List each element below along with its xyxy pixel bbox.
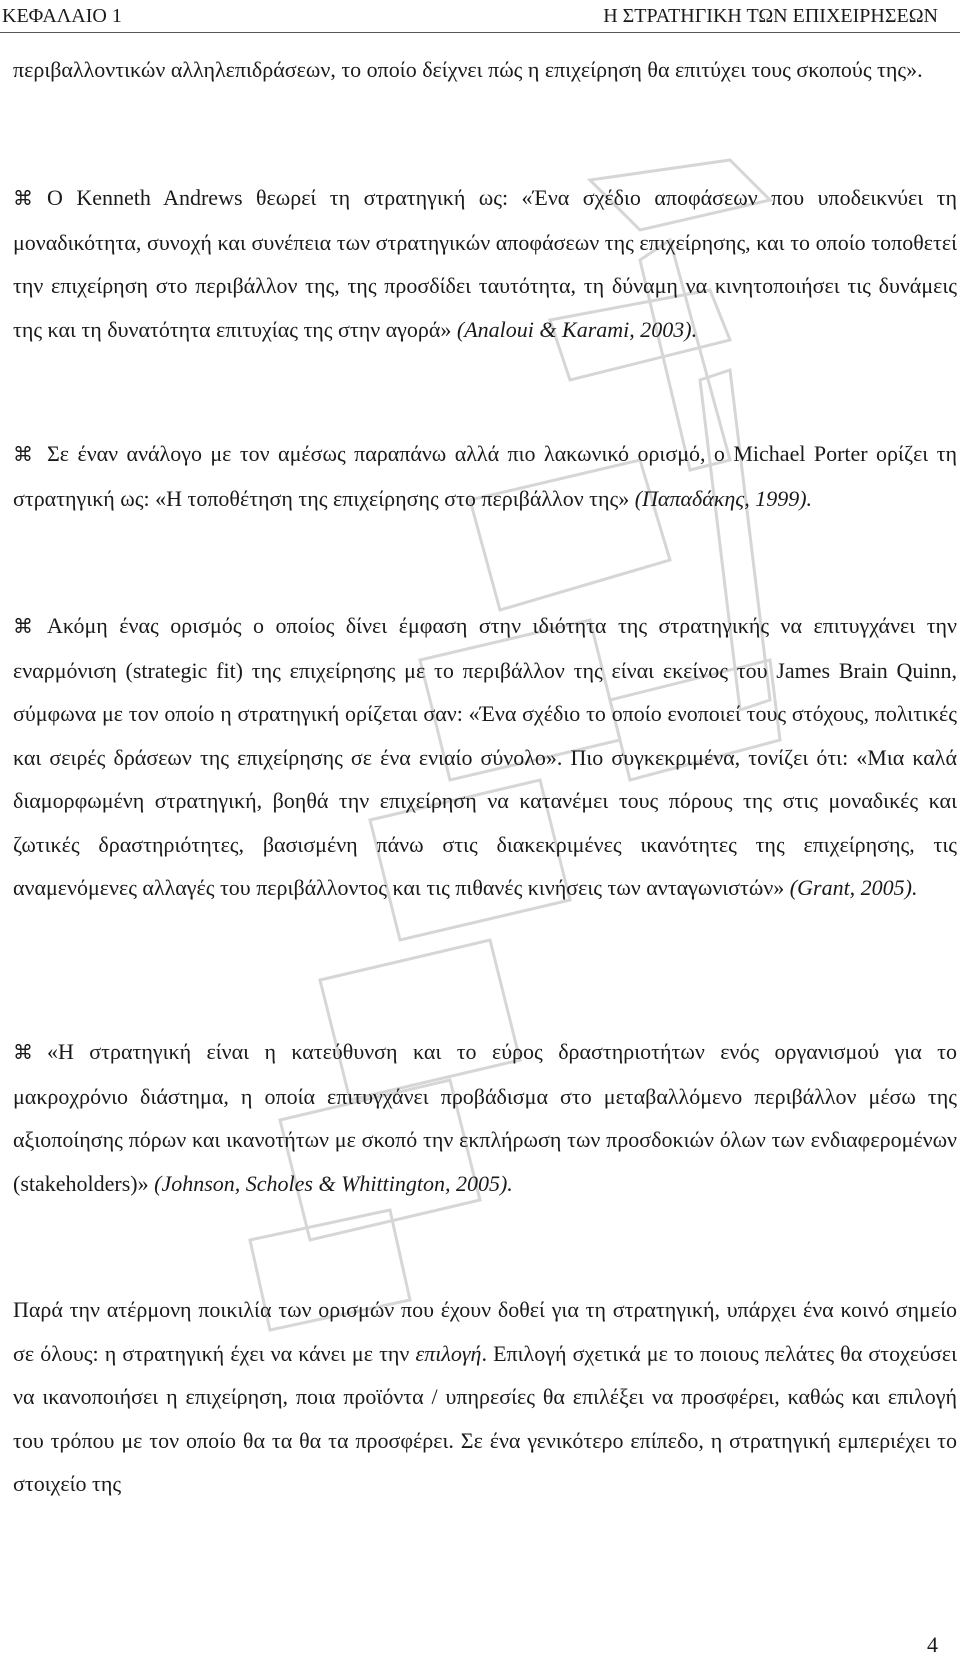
definition-johnson <box>13 1030 957 1205</box>
page-number: 4 <box>927 1632 938 1657</box>
paragraph-text: . Επιλογή σχετικά με το ποιους πελάτες θα στοχεύσει να ικανοποιήσει η επιχείρηση, ποια προϊόντα / υπηρεσίες θα επιλέξει να προσφέρει, καθώς και επιλογή του τρόπου με τον οποίο θα τα θα τα προσφέρει. Σε ένα γενικότερο επίπεδο, η στρατηγική εμπεριέχει το στοιχείο της <box>13 1340 957 1496</box>
paragraph-text: Ο Kenneth Andrews θεωρεί τη στρατηγική ως: «Ένα σχέδιο αποφάσεων που υποδεικνύει τη μοναδικότητα, συνοχή και συνέπεια των στρατηγικών αποφάσεων της επιχείρησης, και το οποίο τοποθετεί την επιχείρηση στο περιβάλλον της, της προσδίδει ταυτότητα, τη δύναμη να κινητοποιήσει τις δυνάμεις της και τη δυνατότητα επιτυχίας της στην αγορά» <box>13 185 957 342</box>
paragraph-text: Ακόμη ένας ορισμός ο οποίος δίνει έμφαση στην ιδιότητα της στρατηγικής να επιτυγχάνει την εναρμόνιση (strategic fit) της επιχείρησης με το περιβάλλον της είναι εκείνος του James Brain Quinn, σύμφωνα με τον οποίο η στρατηγική ορίζεται σαν: «Ένα σχέδιο το οποίο ενοποιεί τους στόχους, πολιτικές και σειρές δράσεων της επιχείρησης σε ένα ενιαίο σύνολο». Πιο συγκεκριμένα, τονίζει ότι: «Μια καλά διαμορφωμένη στρατηγική, βοηθά την επιχείρηση να κατανέμει τους πόρους της στις μοναδικές και ζωτικές δραστηριότητες, βασισμένη πάνω στις διακεκριμένες ικανότητες της επιχείρησης, τις αναμενόμενες αλλαγές του περιβάλλοντος και τις πιθανές κινήσεις των ανταγωνιστών» <box>13 613 957 900</box>
citation: (Johnson, Scholes & Whittington, 2005). <box>154 1170 513 1196</box>
paragraph-text: περιβαλλοντικών αλληλεπιδράσεων, το οποίο δείχνει πώς η επιχείρηση θα επιτύχει τους σκοπούς της». <box>13 57 923 82</box>
definition-quinn <box>13 604 957 910</box>
paragraph-text: Παρά την ατέρμονη ποικιλία των ορισμών που έχουν δοθεί για τη στρατηγική, υπάρχει ένα κοινό σημείο σε όλους: η στρατηγική έχει να κάνει με την <box>13 1297 957 1366</box>
citation: (Analoui & Karami, 2003). <box>456 316 698 342</box>
paragraph-text: «Η στρατηγική είναι η κατεύθυνση και το εύρος δραστηριοτήτων ενός οργανισμού για το μακροχρόνιο διάστημα, η οποία επιτυγχάνει προβάδισμα στο μεταβαλλόμενο περιβάλλον μέσω της αξιοποίησης πόρων και ικανοτήτων με σκοπό την εκπλήρωση των προσδοκιών όλων των ενδιαφερομένων (stakeholders)» <box>13 1039 957 1196</box>
definition-andrews <box>13 176 957 351</box>
paragraph-text: Σε έναν ανάλογο με τον αμέσως παραπάνω αλλά πιο λακωνικό ορισμό, ο Michael Porter ορίζει τη στρατηγική ως: «Η τοποθέτηση της επιχείρησης στο περιβάλλον της» <box>13 441 957 511</box>
citation: (Παπαδάκης, 1999). <box>634 485 813 511</box>
emphasized-word: επιλογή <box>415 1340 482 1366</box>
hand-pointer-bullet-icon: ⌘ <box>13 442 33 466</box>
hand-pointer-bullet-icon: ⌘ <box>13 186 33 210</box>
paragraph-continuation <box>13 48 957 92</box>
hand-pointer-bullet-icon: ⌘ <box>13 614 33 638</box>
page-header <box>0 4 960 33</box>
citation: (Grant, 2005). <box>789 875 918 900</box>
hand-pointer-bullet-icon: ⌘ <box>13 1040 33 1064</box>
chapter-label: ΚΕΦΑΛΑΙΟ 1 <box>2 5 122 27</box>
section-title: Η ΣΤΡΑΤΗΓΙΚΗ ΤΩΝ ΕΠΙΧΕΙΡΗΣΕΩΝ <box>603 5 938 27</box>
definition-porter <box>13 432 957 520</box>
summary-paragraph <box>13 1288 957 1506</box>
